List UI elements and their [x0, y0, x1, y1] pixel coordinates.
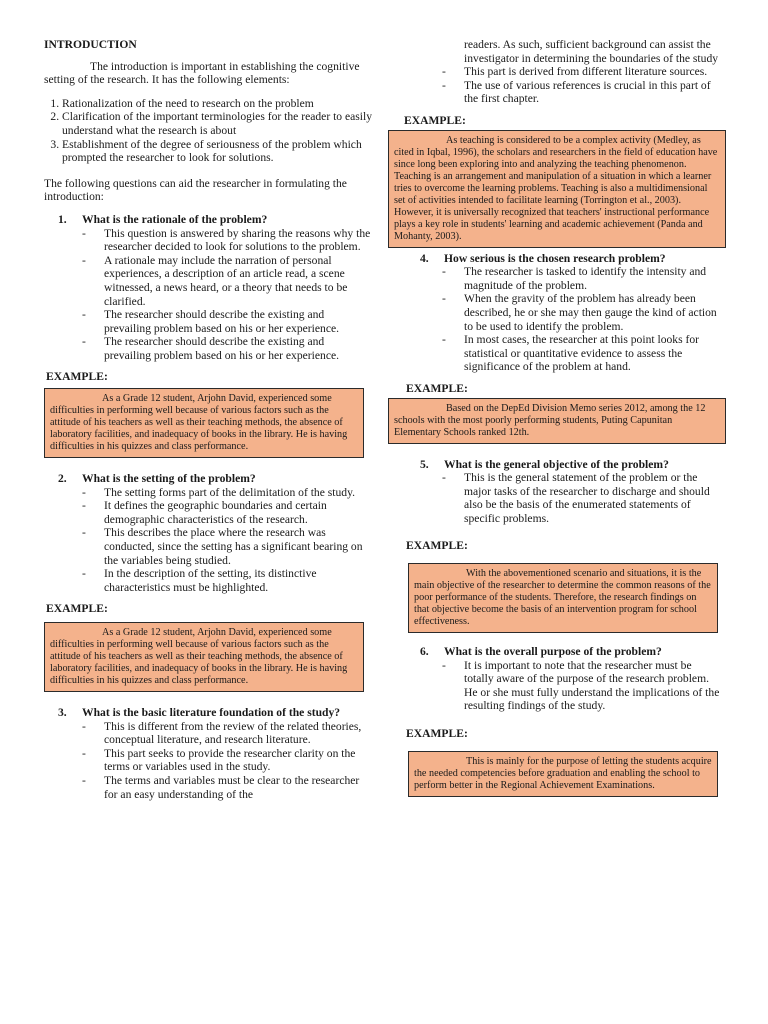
- list-item: - The researcher is tasked to identify the intensity and magnitude of the problem.: [442, 265, 724, 292]
- point-text: This part seeks to provide the researcher clarity on the terms or variables used in the study.: [104, 746, 356, 774]
- example-box: [408, 563, 718, 633]
- question-1-heading: [58, 213, 374, 227]
- point-text: It is important to note that the researcher must be totally aware of the purpose of the research problem. He or she must fully understand the implications of the resulting findings of the study.: [464, 658, 720, 713]
- point-text: The setting forms part of the delimitation of the study.: [104, 485, 356, 499]
- question-2-points: [82, 486, 374, 595]
- right-column: [388, 0, 724, 797]
- list-item: - This is the general statement of the problem or the major tasks of the researcher to discharge and should also be the basis of the enumerated statements of specific problems.: [442, 471, 724, 525]
- question-2-heading: [58, 472, 374, 486]
- example-text: As teaching is considered to be a complex activity (Medley, as cited in Iqbal, 1996), the scholars and researchers in the field of education have since long been exploring into and analyzing the teaching phenomenon. Teaching is an arrangement and manipulation of a situation in which a learner tries to overcome the learning problems. Teaching is also a multidimensional set of activities intended to facilitate learning (Torrington et al., 2003). However, it is universally recognized that teachers' instructional performance plays a key role in students' learning and academic achievement (Panda and Mohanty, 2003).: [394, 134, 718, 242]
- point-text: When the gravity of the problem has already been described, he or she may then gauge the kind of action to be used to identify the problem.: [464, 292, 717, 333]
- point-text: The researcher should describe the existing and prevailing problem based on his or her experience.: [104, 308, 340, 335]
- question-number: 2.: [58, 472, 67, 486]
- list-item: - This question is answered by sharing the reasons why the researcher decided to look for solutions to the problem.: [82, 227, 374, 254]
- question-number: 5.: [420, 457, 429, 471]
- example-box: [44, 622, 364, 692]
- point-text: The researcher should describe the existing and prevailing problem based on his or her experience.: [104, 335, 340, 362]
- list-item: - The researcher should describe the existing and prevailing problem based on his or her experience.: [82, 308, 374, 335]
- example-label: EXAMPLE:: [406, 539, 468, 553]
- question-1-points: [82, 227, 374, 363]
- list-item: 2. Clarification of the important terminologies for the reader to easily understand what the research is about: [62, 110, 374, 137]
- example-text: This is mainly for the purpose of letting the students acquire the needed competencies before graduation and enabling the school to perform better in the Regional Achievement Examinations.: [414, 755, 712, 791]
- list-item: - In most cases, the researcher at this point looks for statistical or quantitative evidence to assess the significance of the problem at hand.: [442, 333, 724, 374]
- example-label: EXAMPLE:: [406, 727, 468, 741]
- example-text: With the abovementioned scenario and situations, it is the main objective of the researcher to determine the common reasons of the poor performance of the students. Therefore, the research findings on that objective become the basis of an intervention program for school effectiveness.: [414, 568, 711, 628]
- list-item: 3. Establishment of the degree of seriousness of the problem which prompted the researcher to look for solutions.: [62, 138, 374, 165]
- list-item: - This is different from the review of the related theories, conceptual literature, and research literature.: [82, 720, 374, 747]
- point-text: This is different from the review of the related theories, conceptual literature, and research literature.: [104, 719, 362, 747]
- list-item: - In the description of the setting, its distinctive characteristics must be highlighted.: [82, 567, 374, 594]
- guide-paragraph: The following questions can aid the researcher in formulating the introduction:: [44, 176, 347, 204]
- left-column: [44, 0, 374, 801]
- example-box: [408, 751, 718, 797]
- example-label: EXAMPLE:: [406, 381, 468, 395]
- example-text: Based on the DepEd Division Memo series 2012, among the 12 schools with the most poorly performing students, Puting Capunitan Elementary Schools ranked 12th.: [394, 402, 706, 438]
- example-text: As a Grade 12 student, Arjohn David, experienced some difficulties in performing well because of various factors such as the attitude of his teachers as well as their teaching methods, the absence of laboratory facilities, and inadequacy of books in the library. He is having difficulties in his quizzes and class performance.: [50, 393, 348, 453]
- list-item: - It defines the geographic boundaries and certain demographic characteristics of the research.: [82, 499, 374, 526]
- point-text: The terms and variables must be clear to the researcher for an easy understanding of the: [104, 773, 360, 801]
- point-text: The researcher is tasked to identify the intensity and magnitude of the problem.: [464, 265, 707, 292]
- list-item: - A rationale may include the narration of personal experiences, a description of an article read, a scene witnessed, a news heard, or a theory that needs to be clarified.: [82, 254, 374, 308]
- point-text: This part is derived from different literature sources.: [464, 65, 708, 79]
- example-text: As a Grade 12 student, Arjohn David, experienced some difficulties in performing well because of various factors such as the attitude of his teachers as well as their teaching methods, the absence of laboratory facilities, and inadequacy of books in the library. He is having difficulties in his quizzes and class performance.: [50, 627, 348, 686]
- list-item: - This part seeks to provide the researcher clarity on the terms or variables used in the study.: [82, 747, 374, 774]
- question-5-heading: [420, 458, 724, 472]
- question-6-heading: [420, 645, 724, 659]
- question-3-points: [82, 720, 374, 802]
- question-number: 1.: [58, 212, 67, 226]
- point-text: The use of various references is crucial in this part of the first chapter.: [464, 78, 711, 106]
- list-item: - The terms and variables must be clear to the researcher for an easy understanding of the: [82, 774, 374, 801]
- point-text: A rationale may include the narration of personal experiences, a description of an article read, a scene witnessed, a news heard, or a theory that needs to be clarified.: [104, 253, 348, 308]
- question-3-heading: [58, 706, 374, 720]
- question-title: What is the basic literature foundation of the study?: [82, 706, 341, 719]
- point-text: In the description of the setting, its distinctive characteristics must be highlighted.: [104, 567, 317, 594]
- list-item: - This describes the place where the research was conducted, since the setting has a significant bearing on the variables being studied.: [82, 526, 374, 567]
- list-item: - This part is derived from different literature sources.: [442, 65, 708, 79]
- list-item: - The researcher should describe the existing and prevailing problem based on his or her experience.: [82, 335, 374, 362]
- question-title: What is the overall purpose of the problem?: [444, 645, 662, 659]
- list-item: - When the gravity of the problem has already been described, he or she may then gauge the kind of action to be used to identify the problem.: [442, 292, 724, 333]
- question-5-points: [442, 471, 724, 525]
- continued-text: readers. As such, sufficient background can assist the investigator in determining the boundaries of the study: [464, 38, 719, 65]
- example-label: EXAMPLE:: [404, 113, 466, 127]
- list-item: - The setting forms part of the delimitation of the study.: [82, 485, 356, 499]
- point-text: In most cases, the researcher at this point looks for statistical or quantitative evidence to assess the significance of the problem at hand.: [464, 333, 700, 374]
- question-title: What is the rationale of the problem?: [82, 212, 268, 226]
- point-text: This question is answered by sharing the reasons why the researcher decided to look for solutions to the problem.: [104, 226, 371, 254]
- intro-paragraph: The introduction is important in establishing the cognitive setting of the research. It has the following elements:: [44, 59, 360, 87]
- example-box: [388, 130, 726, 248]
- page-title: INTRODUCTION: [44, 38, 137, 51]
- elements-list: [44, 97, 374, 165]
- example-box: [388, 398, 726, 444]
- list-item: - The use of various references is crucial in this part of the first chapter.: [442, 79, 724, 106]
- question-title: How serious is the chosen research problem?: [444, 251, 666, 265]
- example-label: EXAMPLE:: [46, 370, 108, 384]
- list-item: - It is important to note that the researcher must be totally aware of the purpose of the research problem. He or she must fully understand the implications of the resulting findings of the study.: [442, 659, 724, 713]
- question-number: 3.: [58, 706, 67, 719]
- example-box: [44, 388, 364, 458]
- example-label: EXAMPLE:: [46, 602, 108, 616]
- question-number: 4.: [420, 251, 429, 265]
- list-item: 1. Rationalization of the need to research on the problem: [62, 97, 374, 111]
- question-title: What is the setting of the problem?: [82, 472, 256, 486]
- question-4-points: [442, 265, 724, 374]
- question-number: 6.: [420, 645, 429, 659]
- question-4-heading: [420, 252, 724, 266]
- point-text: This is the general statement of the problem or the major tasks of the researcher to discharge and should also be the basis of the enumerated statements of specific problems.: [464, 471, 710, 525]
- continued-points: [442, 65, 724, 106]
- point-text: This describes the place where the research was conducted, since the setting has a significant bearing on the variables being studied.: [104, 526, 363, 567]
- question-title: What is the general objective of the problem?: [444, 457, 669, 471]
- point-text: It defines the geographic boundaries and certain demographic characteristics of the research.: [104, 499, 327, 526]
- question-6-points: [442, 659, 724, 713]
